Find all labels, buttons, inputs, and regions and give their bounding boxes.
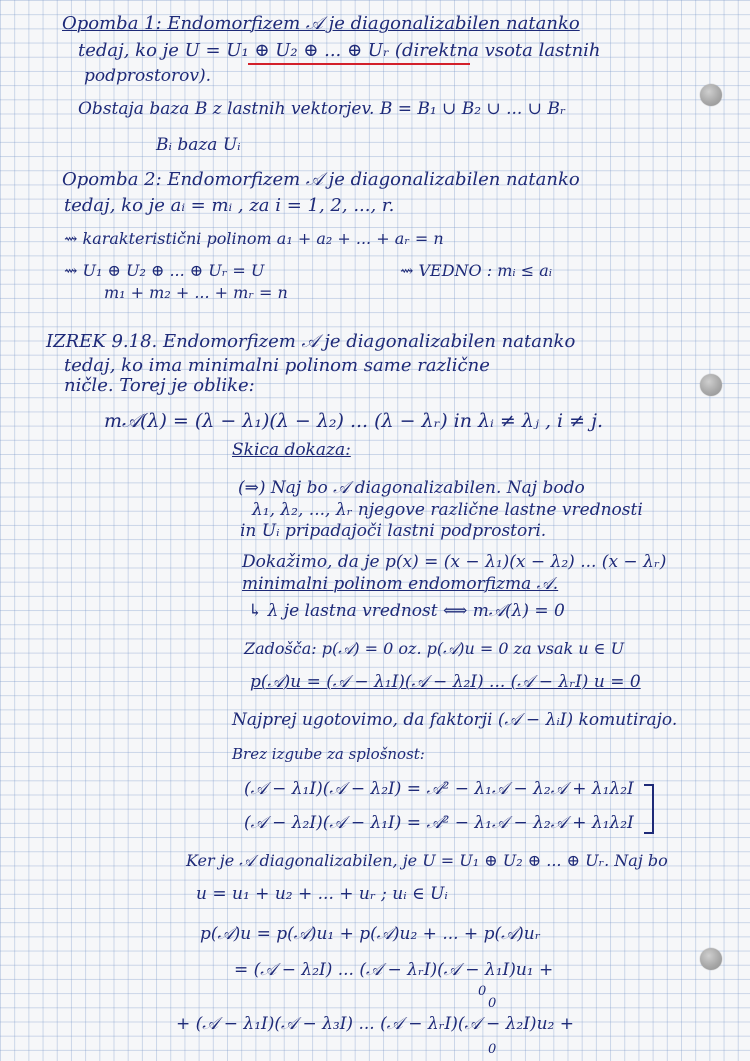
proof-line: + (𝒜 − λ₁I)(𝒜 − λ₃I) ... (𝒜 − λᵣI)(𝒜 − λ₂I)u₂ +: [176, 1014, 574, 1034]
proof-line: λ₁, λ₂, ..., λᵣ njegove različne lastne vrednosti: [252, 500, 643, 520]
proof-line: Ker je 𝒜 diagonalizabilen, je U = U₁ ⊕ U₂ ⊕ ... ⊕ Uᵣ. Naj bo: [186, 851, 668, 870]
proof-line: = (𝒜 − λ₂I) ... (𝒜 − λᵣI)(𝒜 − λ₁I)u₁ +: [234, 960, 554, 980]
punch-hole: [700, 84, 722, 106]
theorem-formula: m𝒜(λ) = (λ − λ₁)(λ − λ₂) ... (λ − λᵣ) in λᵢ ≠ λⱼ , i ≠ j.: [104, 410, 604, 432]
remark-2-line: tedaj, ko je aᵢ = mᵢ , za i = 1, 2, ..., r.: [64, 195, 395, 216]
proof-line: u = u₁ + u₂ + ... + uᵣ ; uᵢ ∈ Uᵢ: [196, 884, 448, 904]
bracket-mark: [644, 784, 654, 834]
zero-annotation: 0: [478, 984, 487, 999]
theorem-line: IZREK 9.18. Endomorfizem 𝒜 je diagonalizabilen natanko: [46, 331, 576, 352]
remark-2-line: ⇝ U₁ ⊕ U₂ ⊕ ... ⊕ Uᵣ = U: [64, 261, 265, 280]
remark-2-line: Opomba 2: Endomorfizem 𝒜 je diagonalizabilen natanko: [62, 169, 580, 190]
proof-line: Zadošča: p(𝒜) = 0 oz. p(𝒜)u = 0 za vsak u ∈ U: [244, 639, 625, 658]
proof-line: in Uᵢ pripadajoči lastni podprostori.: [240, 521, 547, 541]
remark-2-line: m₁ + m₂ + ... + mᵣ = n: [104, 283, 288, 302]
proof-line: Najprej ugotovimo, da faktorji (𝒜 − λᵢI) komutirajo.: [232, 710, 678, 730]
remark-1-line: Obstaja baza B z lastnih vektorjev. B = B₁ ∪ B₂ ∪ ... ∪ Bᵣ: [78, 99, 566, 119]
zero-annotation: 0: [488, 1042, 497, 1057]
proof-line: (𝒜 − λ₁I)(𝒜 − λ₂I) = 𝒜² − λ₁𝒜 − λ₂𝒜 + λ₁λ₂I: [244, 779, 634, 799]
proof-line: (𝒜 − λ₂I)(𝒜 − λ₁I) = 𝒜² − λ₁𝒜 − λ₂𝒜 + λ₁λ₂I: [244, 813, 634, 833]
red-underline: [248, 63, 470, 65]
proof-line: (⇒) Naj bo 𝒜 diagonalizabilen. Naj bodo: [238, 478, 585, 498]
proof-line: minimalni polinom endomorfizma 𝒜.: [242, 574, 559, 594]
proof-line: ↳ λ je lastna vrednost ⟺ m𝒜(λ) = 0: [248, 601, 565, 621]
remark-2-line: ⇝ VEDNO : mᵢ ≤ aᵢ: [400, 261, 552, 280]
proof-line: Dokažimo, da je p(x) = (x − λ₁)(x − λ₂) ... (x − λᵣ): [242, 552, 667, 572]
remark-1-line: Bᵢ baza Uᵢ: [156, 135, 241, 155]
remark-2-line: ⇝ karakteristični polinom a₁ + a₂ + ... + aᵣ = n: [64, 229, 444, 248]
proof-line: p(𝒜)u = (𝒜 − λ₁I)(𝒜 − λ₂I) ... (𝒜 − λᵣI) u = 0: [250, 672, 641, 692]
remark-1-line: tedaj, ko je U = U₁ ⊕ U₂ ⊕ ... ⊕ Uᵣ (direktna vsota lastnih: [78, 40, 601, 61]
remark-1-line: Opomba 1: Endomorfizem 𝒜 je diagonalizabilen natanko: [62, 13, 580, 34]
proof-sketch-heading: Skica dokaza:: [232, 440, 351, 460]
punch-hole: [700, 374, 722, 396]
remark-1-line: podprostorov).: [84, 66, 212, 86]
proof-line: Brez izgube za splošnost:: [232, 745, 425, 763]
proof-line: p(𝒜)u = p(𝒜)u₁ + p(𝒜)u₂ + ... + p(𝒜)uᵣ: [200, 924, 541, 944]
punch-hole: [700, 948, 722, 970]
zero-annotation: 0: [488, 996, 497, 1011]
theorem-line: ničle. Torej je oblike:: [64, 375, 255, 396]
theorem-line: tedaj, ko ima minimalni polinom same različne: [64, 355, 490, 376]
